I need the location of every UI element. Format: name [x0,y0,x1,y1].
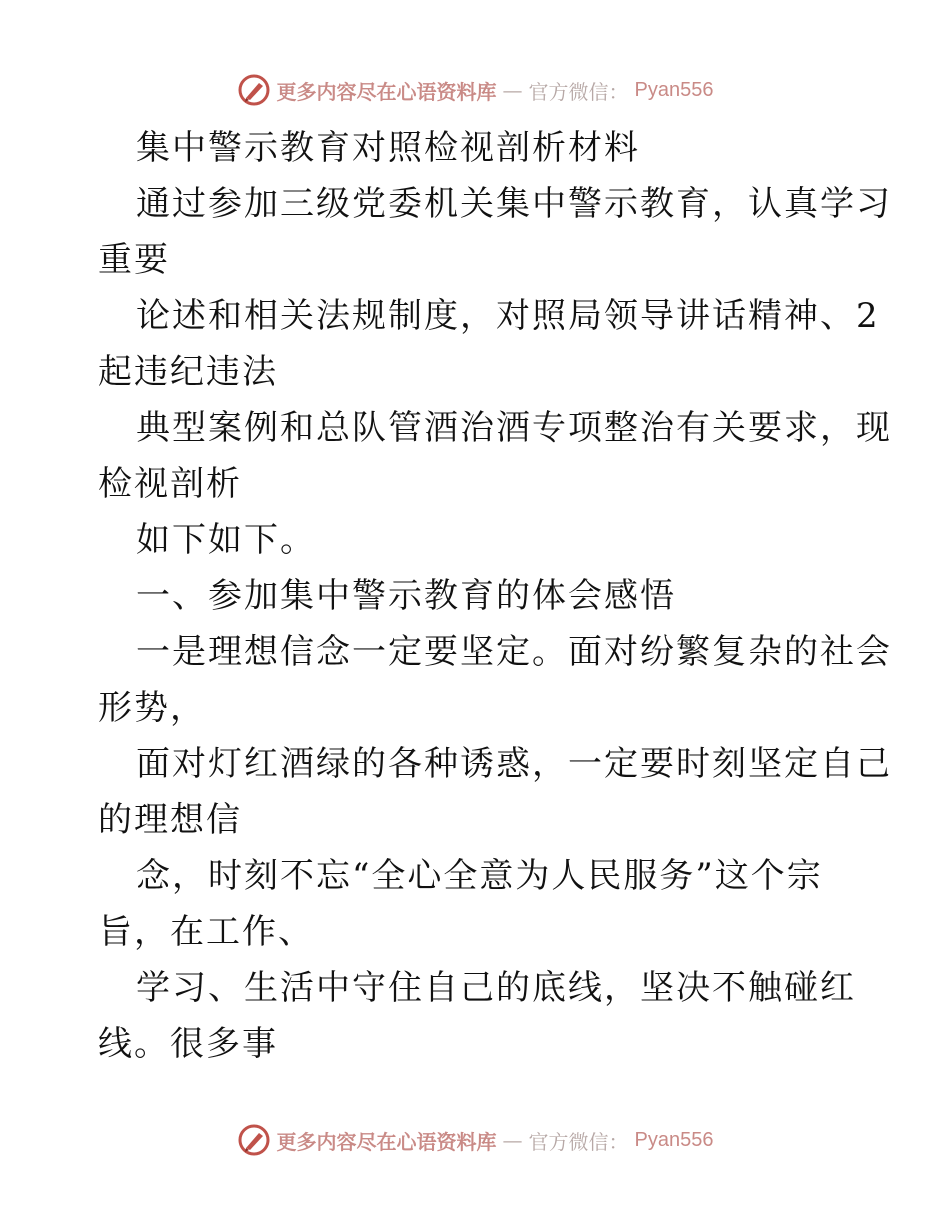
banner-wechat-label: 官方微信： [528,1129,629,1154]
pen-logo-icon [237,1123,271,1157]
text-line: 如下如下。 [136,520,316,560]
banner-slogan: 更多内容尽在心语资料库 [276,79,497,104]
banner-separator: — [502,78,523,102]
pen-logo-icon [237,73,271,107]
text-line: 线。很多事 [98,1024,278,1064]
text-line: 旨，在工作、 [98,912,314,952]
text-line: 面对灯红酒绿的各种诱惑，一定要时刻坚定自己 [136,744,892,784]
text-line: 典型案例和总队管酒治酒专项整治有关要求，现 [136,408,892,448]
header-banner [0,70,950,110]
banner-wechat-label: 官方微信： [528,79,629,104]
text-line: 论述和相关法规制度，对照局领导讲话精神、2 [136,296,880,336]
text-line: 的理想信 [98,800,242,840]
text-line: 起违纪违法 [98,352,278,392]
banner-wechat-id: Pyan556 [634,1128,714,1151]
banner-wechat-id: Pyan556 [634,78,714,101]
document-title: 集中警示教育对照检视剖析材料 [136,128,640,168]
section-heading: 一、参加集中警示教育的体会感悟 [136,576,676,616]
text-line: 重要 [98,240,170,280]
text-line: 一是理想信念一定要坚定。面对纷繁复杂的社会 [136,632,892,672]
text-line: 学习、生活中守住自己的底线，坚决不触碰红 [136,968,856,1008]
banner-separator: — [502,1128,523,1152]
text-line: 通过参加三级党委机关集中警示教育，认真学习 [136,184,892,224]
banner-slogan: 更多内容尽在心语资料库 [276,1129,497,1154]
footer-banner [0,1120,950,1160]
text-line: 检视剖析 [98,464,242,504]
text-line: 形势， [98,688,206,728]
document-body [98,120,892,1072]
text-line: 念，时刻不忘“全心全意为人民服务”这个宗 [136,856,823,896]
